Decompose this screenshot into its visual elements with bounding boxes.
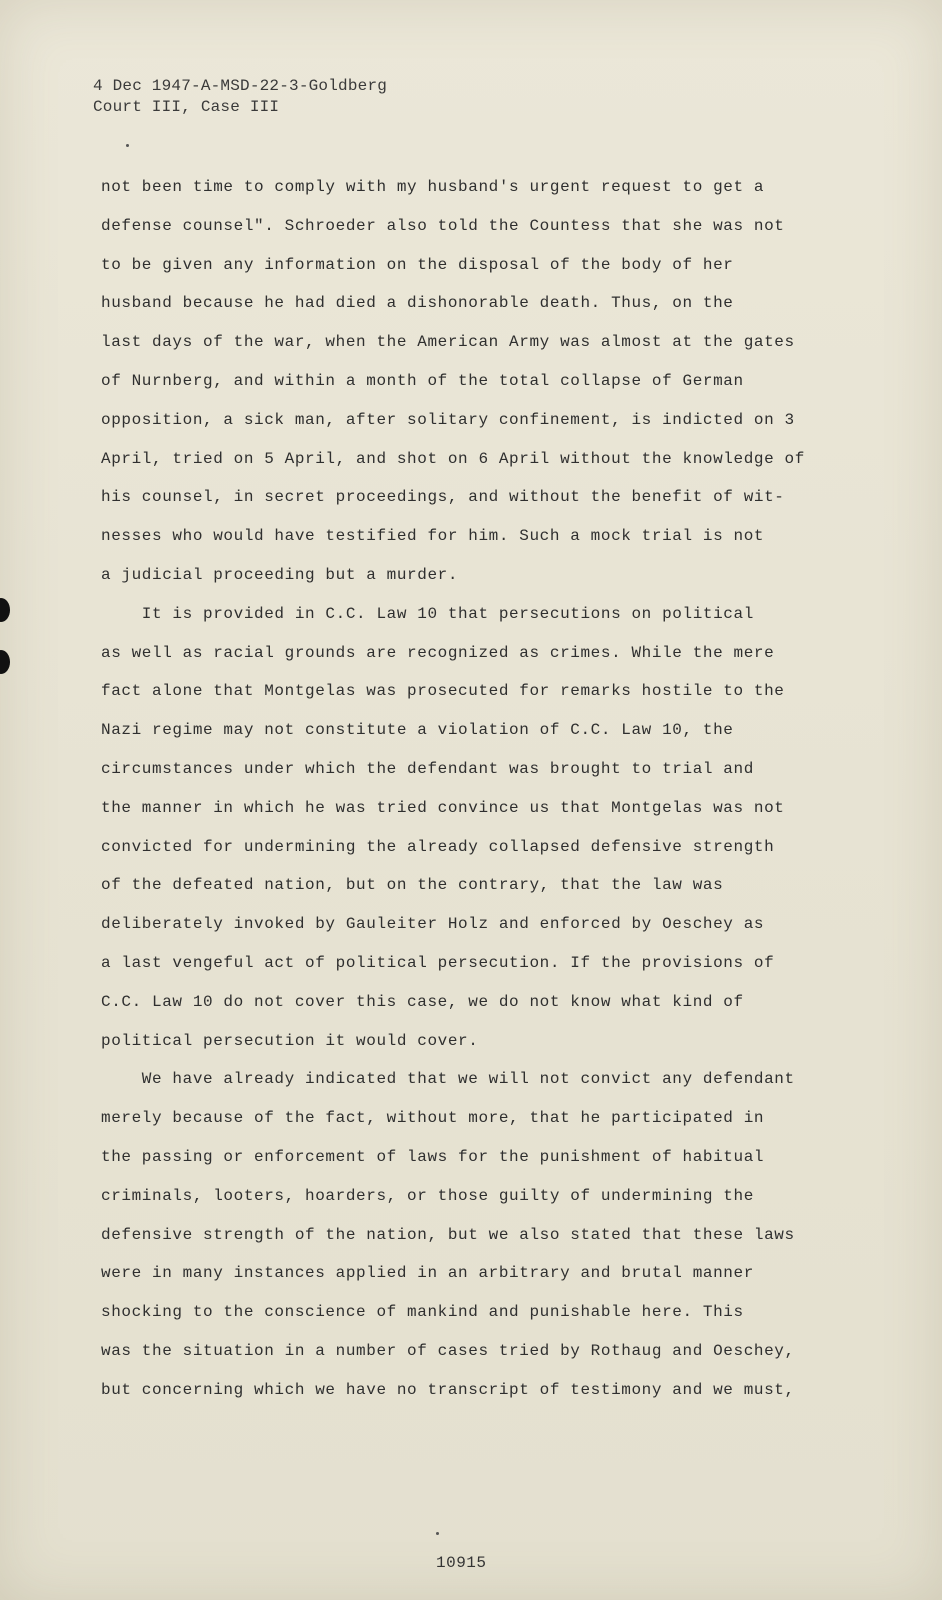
- paragraph-2: [101, 595, 831, 1061]
- document-header: [93, 76, 387, 118]
- text-line: a last vengeful act of political persecution. If the provisions of: [101, 953, 775, 972]
- ink-speck: [126, 144, 129, 147]
- text-line: defense counsel". Schroeder also told the Countess that she was not: [101, 216, 785, 235]
- text-line: defensive strength of the nation, but we also stated that these laws: [101, 1225, 795, 1244]
- text-line: but concerning which we have no transcript of testimony and we must,: [101, 1380, 795, 1399]
- text-line: merely because of the fact, without more, that he participated in: [101, 1109, 765, 1128]
- text-line: nesses who would have testified for him. Such a mock trial is not: [101, 527, 765, 546]
- text-line: opposition, a sick man, after solitary confinement, is indicted on 3: [101, 410, 795, 429]
- text-line: was the situation in a number of cases tried by Rothaug and Oeschey,: [101, 1341, 795, 1360]
- text-line: C.C. Law 10 do not cover this case, we do not know what kind of: [101, 992, 744, 1011]
- text-line: criminals, looters, hoarders, or those guilty of undermining the: [101, 1186, 754, 1205]
- text-line: convicted for undermining the already collapsed defensive strength: [101, 837, 775, 856]
- text-line: the manner in which he was tried convince us that Montgelas was not: [101, 798, 785, 817]
- text-line: Nazi regime may not constitute a violation of C.C. Law 10, the: [101, 721, 734, 740]
- text-line: a judicial proceeding but a murder.: [101, 565, 459, 584]
- text-line: husband because he had died a dishonorable death. Thus, on the: [101, 294, 734, 313]
- document-body: [101, 168, 831, 1410]
- text-line: April, tried on 5 April, and shot on 6 April without the knowledge of: [101, 449, 805, 468]
- header-court: Court III, Case III: [93, 98, 280, 116]
- text-line: It is provided in C.C. Law 10 that persecutions on political: [101, 604, 754, 623]
- text-line: fact alone that Montgelas was prosecuted for remarks hostile to the: [101, 682, 785, 701]
- text-line: the passing or enforcement of laws for the punishment of habitual: [101, 1147, 765, 1166]
- text-line: his counsel, in secret proceedings, and without the benefit of wit-: [101, 488, 785, 507]
- text-line: last days of the war, when the American Army was almost at the gates: [101, 333, 795, 352]
- ink-speck: [436, 1532, 439, 1535]
- binder-hole: [0, 650, 10, 674]
- paragraph-3: [101, 1060, 831, 1409]
- text-line: deliberately invoked by Gauleiter Holz and enforced by Oeschey as: [101, 915, 765, 934]
- text-line: circumstances under which the defendant was brought to trial and: [101, 759, 754, 778]
- text-line: of the defeated nation, but on the contrary, that the law was: [101, 876, 724, 895]
- header-reference: 4 Dec 1947-A-MSD-22-3-Goldberg: [93, 77, 388, 95]
- text-line: to be given any information on the disposal of the body of her: [101, 255, 734, 274]
- binder-hole: [0, 598, 10, 622]
- text-line: We have already indicated that we will not convict any defendant: [101, 1070, 795, 1089]
- text-line: as well as racial grounds are recognized as crimes. While the mere: [101, 643, 775, 662]
- text-line: of Nurnberg, and within a month of the total collapse of German: [101, 371, 744, 390]
- paragraph-1: [101, 168, 831, 595]
- text-line: political persecution it would cover.: [101, 1031, 479, 1050]
- text-line: were in many instances applied in an arbitrary and brutal manner: [101, 1264, 754, 1283]
- text-line: not been time to comply with my husband's urgent request to get a: [101, 178, 765, 196]
- text-line: shocking to the conscience of mankind and punishable here. This: [101, 1303, 744, 1322]
- page-number: 10915: [436, 1554, 487, 1572]
